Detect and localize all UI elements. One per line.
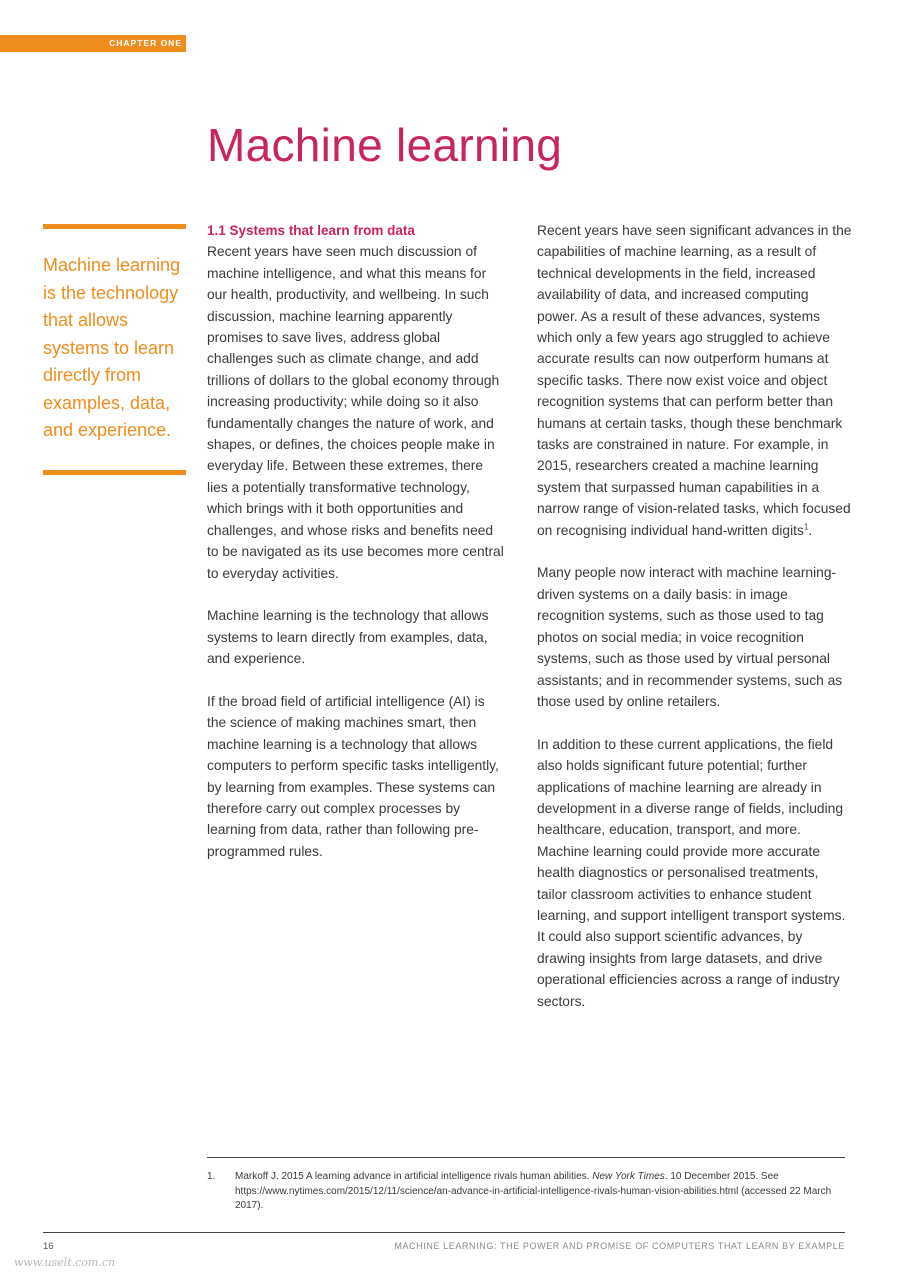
pull-quote-bottom-rule [43,470,186,475]
body-paragraph: Machine learning is the technology that allows systems to learn directly from examples, data, and experience. [207,608,489,667]
footnote-text [235,1170,847,1214]
footnote-reference[interactable]: 1 [803,522,809,532]
body-paragraph: Recent years have seen much discussion of machine intelligence, and what this means for our health, productivity, and wellbeing. In such discussion, machine learning apparently promises to save lives, address global challenges such as climate change, and add trillions of dollars to the global economy through increasing productivity; while doing so it also fundamentally changes the nature of work, and shapes, or defines, the choices people make in everyday life. Between these extremes, there lies a potentially transformative technology, which brings with it both opportunities and challenges, and whose risks and benefits need to be navigated as its use becomes more central to everyday activities. [207,244,504,581]
footnote-citation-end: . 10 December 2015. See https://www.nytimes.com/2015/12/11/science/an-advance-in-artificial-intelligence-rivals-human-vision-abilities.html (accessed 22 March 2017). [235,1171,832,1211]
page-number: 16 [43,1241,54,1252]
paragraph-end: . [808,522,813,538]
body-paragraph: In addition to these current applications, the field also holds significant future potential; further applications of machine learning are already in development in a diverse range of fields, including healthcare, education, transport, and more. Machine learning could provide more accurate health diagnostics or personalised treatments, tailor classroom activities to enhance student learning, and support intelligent transport systems. It could also support scientific advances, by drawing insights from large datasets, and drive operational efficiencies across a range of industry sectors. [537,736,846,1009]
footnote [207,1170,847,1214]
body-paragraph: Many people now interact with machine learning-driven systems on a daily basis: in image recognition systems, such as those used to tag photos on social media; in voice recognition systems, such as those used by virtual personal assistants; and in recommender systems, such as those used by online retailers. [537,565,843,709]
body-paragraph: If the broad field of artificial intelligence (AI) is the science of making machines smart, then machine learning is a technology that allows computers to perform specific tasks intelligently, by learning from examples. These systems can therefore carry out complex processes by learning from data, rather than following pre-programmed rules. [207,693,499,859]
running-footer: MACHINE LEARNING: THE POWER AND PROMISE OF COMPUTERS THAT LEARN BY EXAMPLE [394,1241,845,1251]
pull-quote-top-rule [43,224,186,229]
footnote-number: 1. [207,1171,216,1182]
footnote-citation: Markoff J. 2015 A learning advance in artificial intelligence rivals human abilities. [235,1171,593,1182]
watermark: www.uselt.com.cn [14,1256,116,1269]
body-paragraph [537,220,852,541]
footer-divider [43,1232,845,1233]
section-heading: 1.1 Systems that learn from data [207,223,415,238]
pull-quote: Machine learning is the technology that allows systems to learn directly from examples, data, and experience. [43,255,181,440]
paragraph-text: Recent years have seen significant advances in the capabilities of machine learning, as a result of technical developments in the field, increased availability of data, and increased computing power. As a result of these advances, systems which only a few years ago struggled to achieve accurate results can now outperform humans at specific tasks. There now exist voice and object recognition systems that can perform better than humans at certain tasks, though these benchmark tasks are constrained in nature. For example, in 2015, researchers created a machine learning system that surpassed human capabilities in a narrow range of vision-related tasks, which focused on recognising individual hand-written digits [537,223,852,538]
footnote-source: New York Times [592,1171,665,1182]
chapter-tab [0,35,186,52]
page-title: Machine learning [207,119,563,171]
left-column [207,220,507,884]
footnote-divider [207,1157,845,1158]
chapter-label: CHAPTER ONE [109,38,182,48]
right-column [537,220,852,1033]
